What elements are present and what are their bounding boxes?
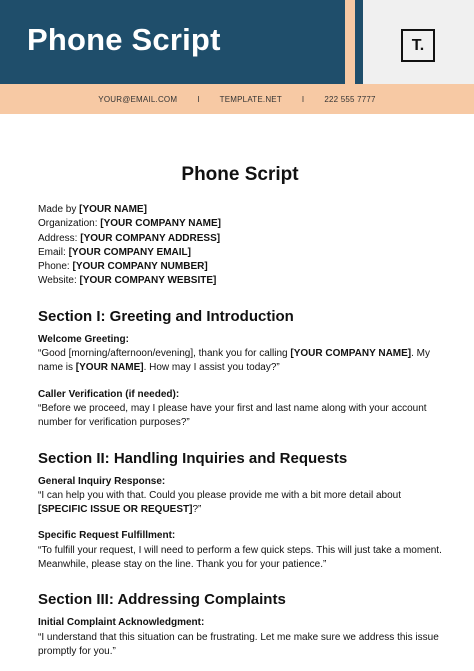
banner-title: Phone Script bbox=[27, 22, 221, 57]
section-heading: Section II: Handling Inquiries and Requests bbox=[38, 449, 348, 467]
section-heading: Section III: Addressing Complaints bbox=[38, 591, 286, 609]
block-title: Specific Request Fulfillment: bbox=[38, 530, 176, 542]
info-line: Website: [YOUR COMPANY WEBSITE] bbox=[38, 275, 217, 287]
info-line: Organization: [YOUR COMPANY NAME] bbox=[38, 218, 222, 230]
contact-separator: I bbox=[197, 94, 200, 104]
block-title: General Inquiry Response: bbox=[38, 475, 166, 487]
logo bbox=[401, 29, 435, 62]
section-heading: Section I: Greeting and Introduction bbox=[38, 307, 294, 325]
info-line: Email: [YOUR COMPANY EMAIL] bbox=[38, 246, 191, 258]
info-block bbox=[38, 203, 442, 289]
block-text: “To fulfill your request, I will need to perform a few quick steps. This will just take a moment. Meanwhile, please stay on the line. Thank you for your patience.” bbox=[38, 544, 442, 571]
block-text: “Good [morning/afternoon/evening], thank you for calling [YOUR COMPANY NAME]. My name is [YOUR NAME]. How may I assist you today?” bbox=[38, 348, 431, 374]
block-text: “I understand that this situation can be frustrating. Let me make sure we address this issue promptly for you.” bbox=[38, 631, 439, 657]
block-text: “I can help you with that. Could you please provide me with a bit more detail about [SPECIFIC ISSUE OR REQUEST]?” bbox=[38, 489, 401, 516]
contact-email: YOUR@EMAIL.COM bbox=[98, 94, 178, 104]
info-line: Address: [YOUR COMPANY ADDRESS] bbox=[38, 232, 221, 244]
document-body bbox=[38, 164, 442, 671]
contact-separator: I bbox=[301, 94, 305, 104]
block-title: Caller Verification (if needed): bbox=[38, 388, 180, 400]
block-title: Welcome Greeting: bbox=[38, 333, 129, 345]
info-line: Made by [YOUR NAME] bbox=[38, 204, 147, 215]
decorative-stripe-navy bbox=[355, 0, 363, 84]
block-text: “Before we proceed, may I please have your first and last name along with your account number for verification purposes?” bbox=[38, 402, 427, 429]
document-title: Phone Script bbox=[181, 164, 299, 185]
info-line: Phone: [YOUR COMPANY NUMBER] bbox=[38, 261, 208, 273]
contact-bar bbox=[0, 84, 474, 114]
contact-phone: 222 555 7777 bbox=[324, 94, 376, 104]
decorative-stripe-peach bbox=[345, 0, 355, 84]
block-title: Initial Complaint Acknowledgment: bbox=[38, 617, 205, 629]
logo-text: T. bbox=[411, 36, 425, 54]
contact-website: TEMPLATE.NET bbox=[219, 94, 282, 104]
